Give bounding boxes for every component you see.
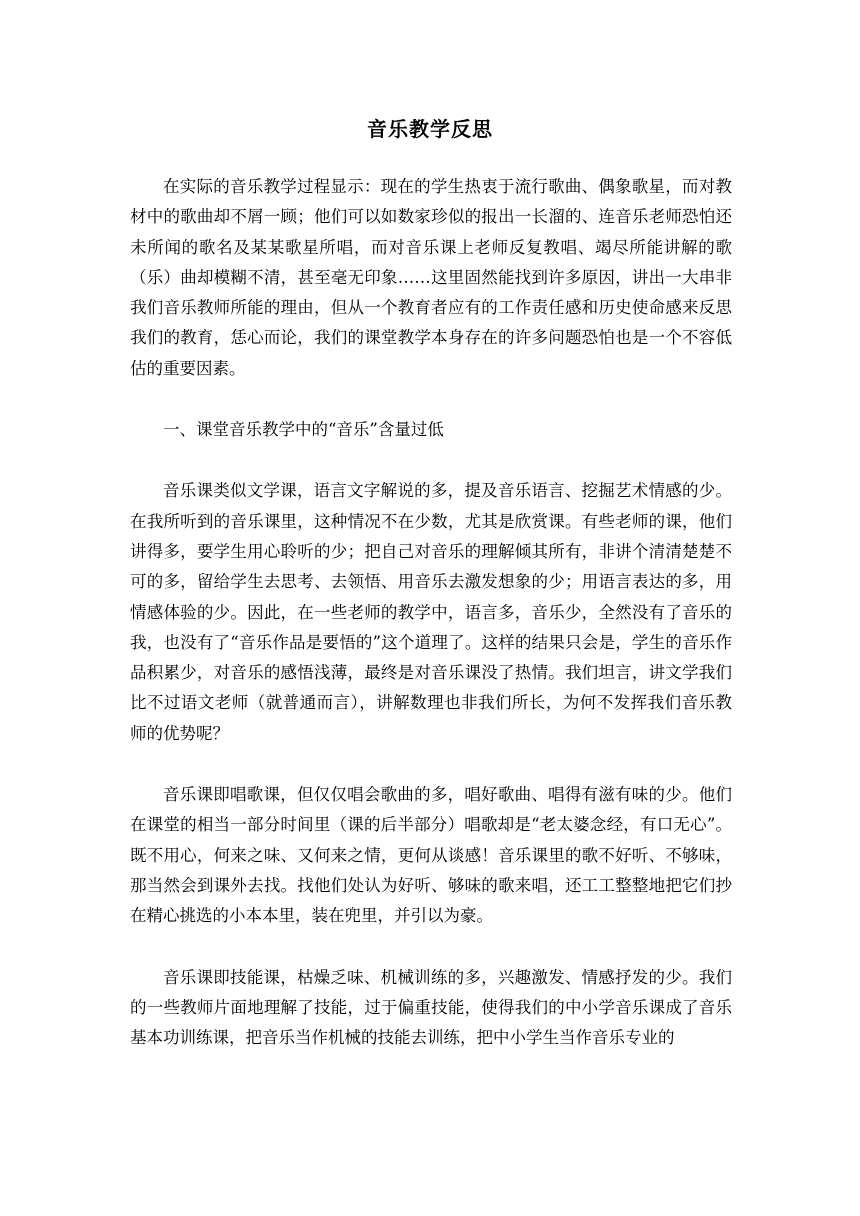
body-paragraph-3: 音乐课即技能课，枯燥乏味、机械训练的多，兴趣激发、情感抒发的少。我们的一些教师片面地理解了技能，过于偏重技能，使得我们的中小学音乐课成了音乐基本功训练课，把音乐当作机械的技能去训练，把中小学生当作音乐专业的: [130, 967, 732, 1048]
document-body: [130, 172, 732, 1053]
paragraph-gap: [130, 445, 732, 476]
document-title: 音乐教学反思: [367, 117, 493, 141]
paragraph-gap: [130, 932, 732, 963]
paragraph-gap: [130, 749, 732, 780]
paragraph-gap: [130, 384, 732, 415]
section-heading: 一、课堂音乐教学中的“音乐”含量过低: [163, 420, 444, 440]
body-paragraph-2: 音乐课即唱歌课，但仅仅唱会歌曲的多，唱好歌曲、唱得有滋有味的少。他们在课堂的相当一部分时间里（课的后半部分）唱歌却是“老太婆念经，有口无心”。既不用心，何来之味、又何来之情，更何从谈感！音乐课里的歌不好听、不够味，那当然会到课外去找。找他们处认为好听、够味的歌来唱，还工工整整地把它们抄在精心挑选的小本本里，装在兜里，并引以为豪。: [130, 785, 732, 926]
intro-paragraph: 在实际的音乐教学过程显示：现在的学生热衷于流行歌曲、偶象歌星，而对教材中的歌曲却不屑一顾；他们可以如数家珍似的报出一长溜的、连音乐老师恐怕还未所闻的歌名及某某歌星所唱，而对音乐课上老师反复教唱、竭尽所能讲解的歌（乐）曲却模糊不清，甚至毫无印象……这里固然能找到许多原因，讲出一大串非我们音乐教师所能的理由，但从一个教育者应有的工作责任感和历史使命感来反思我们的教育，恁心而论，我们的课堂教学本身存在的许多问题恐怕也是一个不容低估的重要因素。: [130, 177, 732, 378]
body-paragraph-1: 音乐课类似文学课，语言文字解说的多，提及音乐语言、挖掘艺术情感的少。在我所听到的音乐课里，这种情况不在少数，尤其是欣赏课。有些老师的课，他们讲得多，要学生用心聆听的少；把自己对音乐的理解倾其所有，非讲个清清楚楚不可的多，留给学生去思考、去领悟、用音乐去激发想象的少；用语言表达的多，用情感体验的少。因此，在一些老师的教学中，语言多，音乐少，全然没有了音乐的我，也没有了“音乐作品是要悟的”这个道理了。这样的结果只会是，学生的音乐作品积累少，对音乐的感悟浅薄，最终是对音乐课没了热情。我们坦言，讲文学我们比不过语文老师（就普通而言），讲解数理也非我们所长，为何不发挥我们音乐教师的优势呢？: [130, 481, 732, 743]
